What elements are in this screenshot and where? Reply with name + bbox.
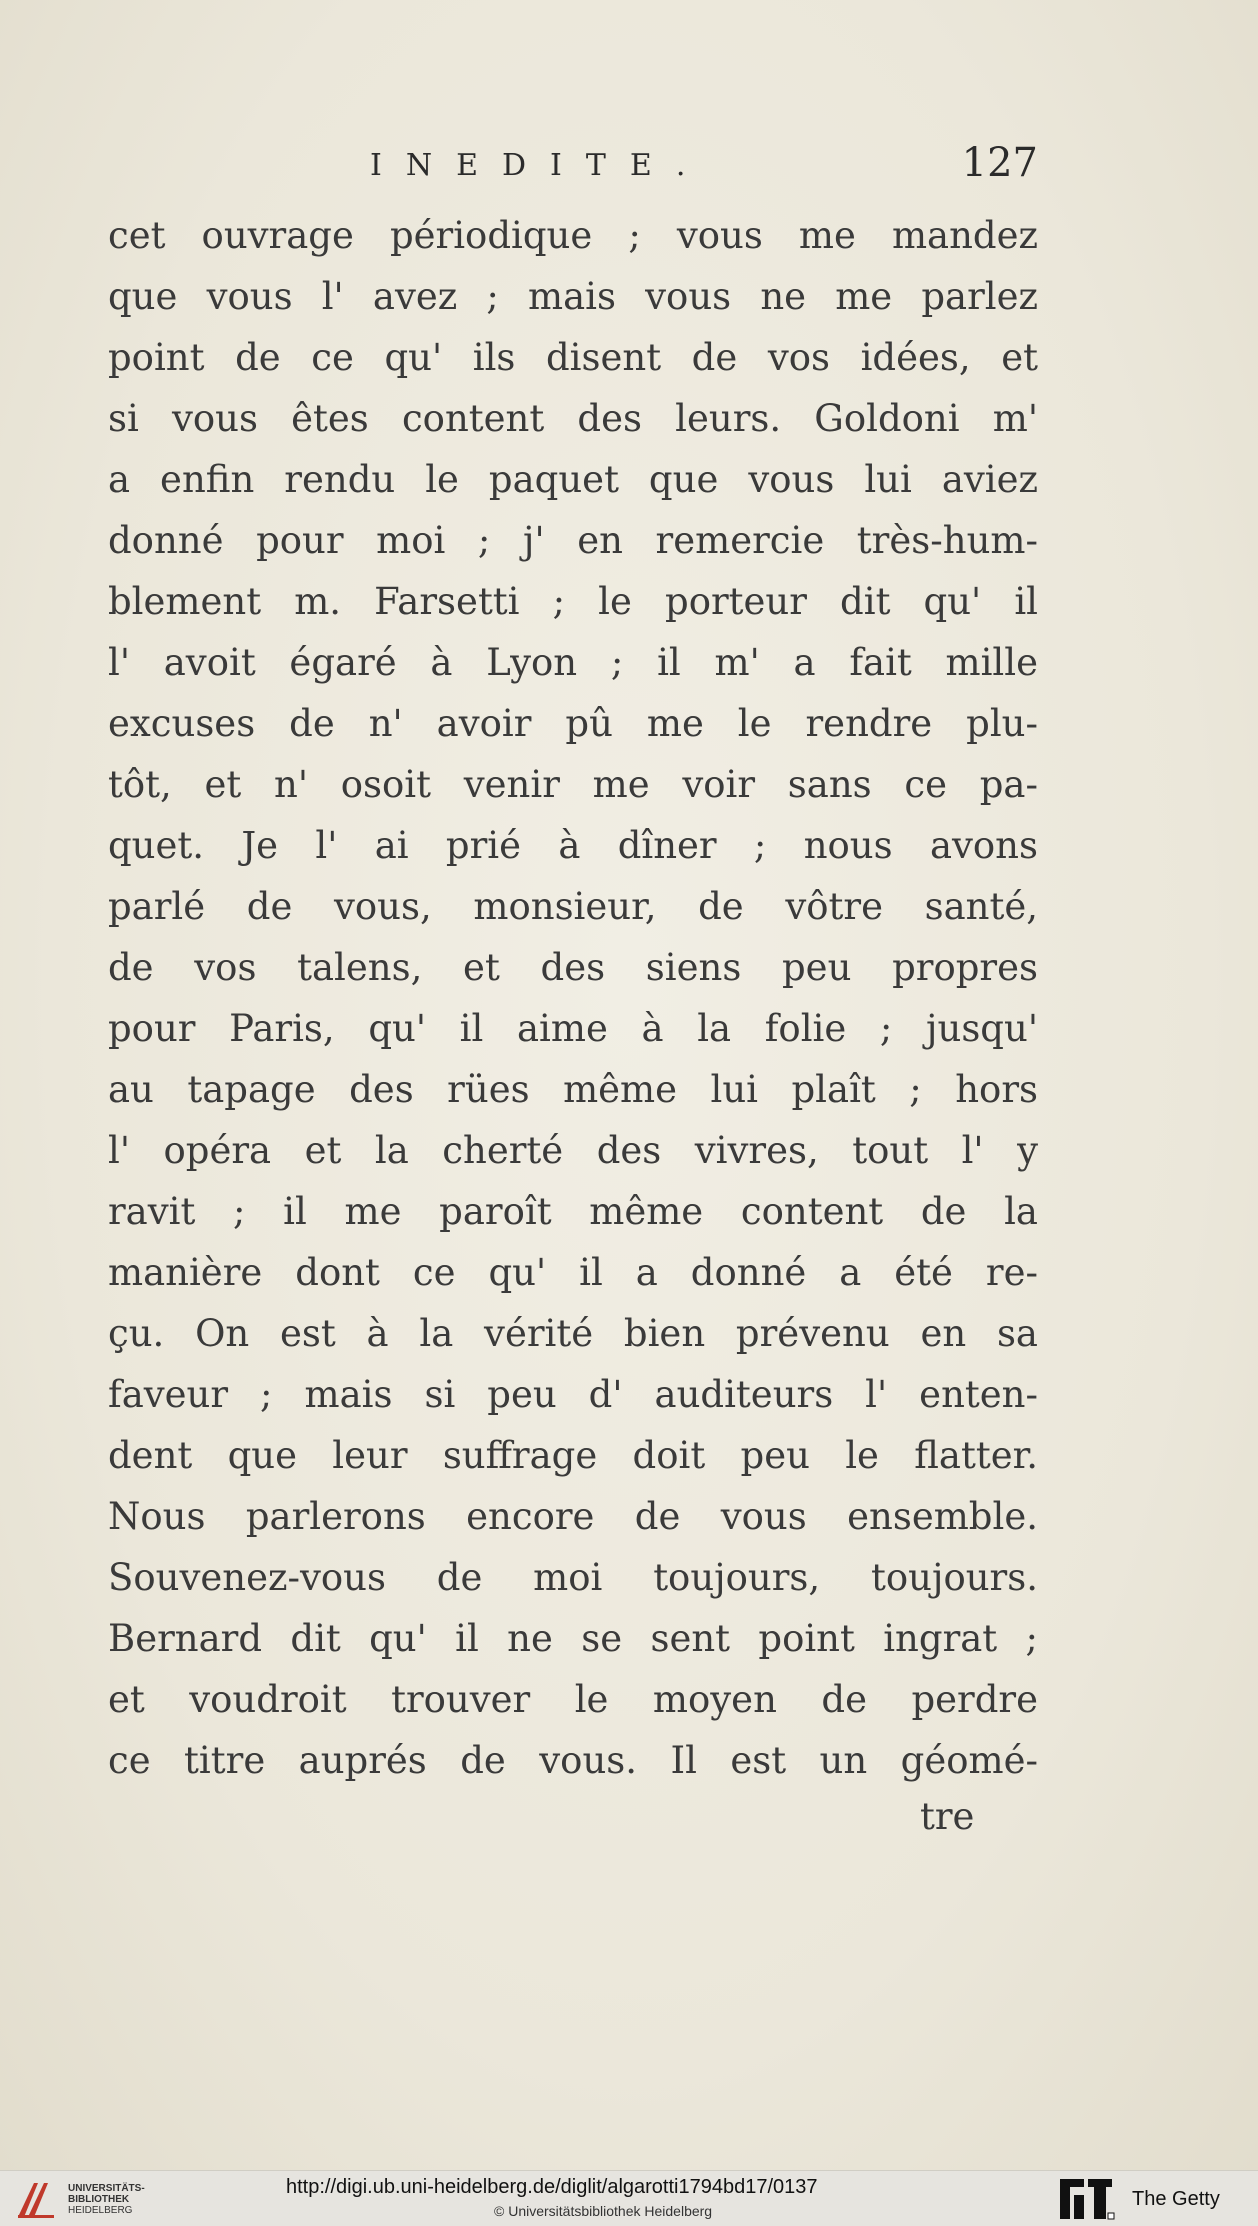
text-line: l' avoit égaré à Lyon ; il m' a fait mille [108,641,1038,684]
text-line: tôt, et n' osoit venir me voir sans ce pa- [108,763,1038,806]
library-name-line: UNIVERSITÄTS- [68,2183,145,2194]
text-line: de vos talens, et des siens peu propres [108,946,1038,989]
partner-name: The Getty [1132,2188,1220,2210]
text-line: donné pour moi ; j' en remercie très-hum- [108,519,1038,562]
text-line: pour Paris, qu' il aime à la folie ; jusqu' [108,1007,1038,1050]
running-head: INEDITE. [370,148,710,183]
viewer-footer [0,2170,1258,2226]
body-text [108,205,1038,1791]
university-library-logo[interactable] [14,2179,164,2219]
text-line: et voudroit trouver le moyen de perdre [108,1678,1038,1721]
text-line: ce titre auprés de vous. Il est un géomé- [108,1739,1038,1782]
library-name-line: BIBLIOTHEK [68,2194,130,2205]
text-line: excuses de n' avoir pû me le rendre plu- [108,702,1038,745]
text-line: que vous l' avez ; mais vous ne me parlez [108,275,1038,318]
text-line: l' opéra et la cherté des vivres, tout l' y [108,1129,1038,1172]
text-line: manière dont ce qu' il a donné a été re- [108,1251,1038,1294]
library-name [68,2183,145,2216]
text-line: quet. Je l' ai prié à dîner ; nous avons [108,824,1038,867]
text-line: faveur ; mais si peu d' auditeurs l' enten- [108,1373,1038,1416]
text-line: Souvenez-vous de moi toujours, toujours. [108,1556,1038,1599]
text-line: ravit ; il me paroît même content de la [108,1190,1038,1233]
getty-logo-icon [1058,2177,1118,2221]
text-line: Bernard dit qu' il ne se sent point ingrat ; [108,1617,1038,1660]
text-line: çu. On est à la vérité bien prévenu en sa [108,1312,1038,1355]
text-line: au tapage des rües même lui plaît ; hors [108,1068,1038,1111]
catchword: tre [920,1795,975,1838]
page-number: 127 [961,140,1038,186]
text-line: Nous parlerons encore de vous ensemble. [108,1495,1038,1538]
text-line: dent que leur suffrage doit peu le flatter. [108,1434,1038,1477]
text-line: cet ouvrage périodique ; vous me mandez [108,214,1038,257]
page-header [108,140,1038,200]
getty-logo[interactable] [1058,2177,1248,2221]
text-line: parlé de vous, monsieur, de vôtre santé, [108,885,1038,928]
text-line: blement m. Farsetti ; le porteur dit qu' il [108,580,1038,623]
library-name-line: HEIDELBERG [68,2205,133,2216]
text-line: a enfin rendu le paquet que vous lui aviez [108,458,1038,501]
university-library-logo-icon [14,2179,58,2221]
copyright-notice: © Universitätsbibliothek Heidelberg [494,2203,713,2219]
permalink[interactable]: http://digi.ub.uni-heidelberg.de/diglit/algarotti1794bd17/0137 [286,2176,818,2198]
text-line: si vous êtes content des leurs. Goldoni m' [108,397,1038,440]
text-line: point de ce qu' ils disent de vos idées, et [108,336,1038,379]
